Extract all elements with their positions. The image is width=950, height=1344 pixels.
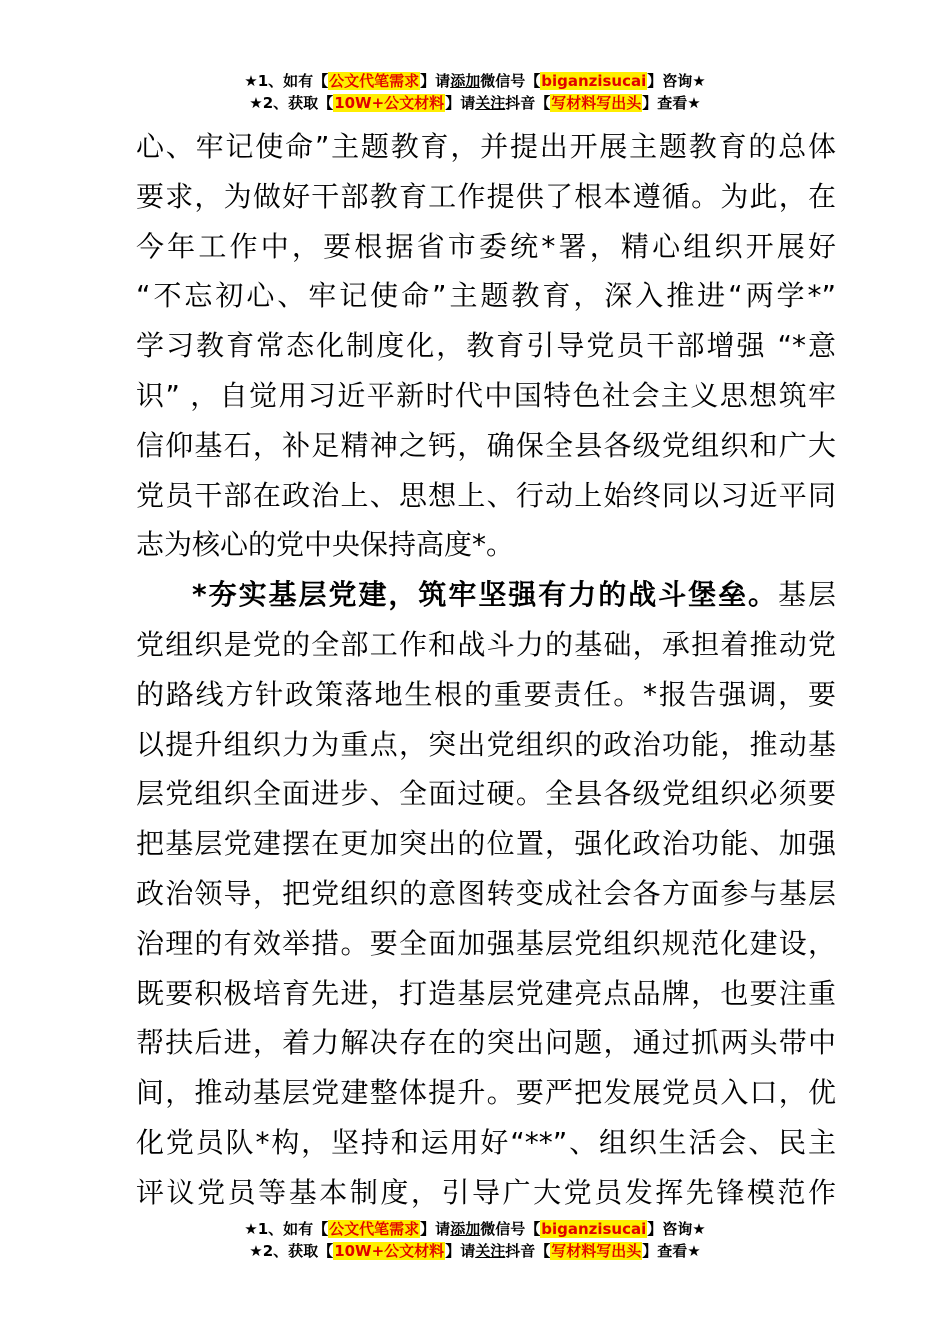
text-line: “不忘初心、牢记使命”主题教育，深入推进“两学*” — [136, 279, 836, 313]
text-line: 间，推动基层党建整体提升。要严把发展党员入口，优 — [136, 1076, 836, 1110]
text-line: 治理的有效举措。要全面加强基层党组织规范化建设， — [136, 926, 836, 960]
section-heading: *夯实基层党建，筑牢坚强有力的战斗堡垒。 — [192, 578, 779, 612]
banner-text: 】咨询★ — [647, 1220, 706, 1238]
footer-banner — [0, 1218, 950, 1262]
banner-text: 抖音【 — [505, 94, 551, 112]
header-banner — [0, 70, 950, 114]
banner-text: 微信号【 — [480, 72, 541, 90]
text-fragment: 基层 — [778, 578, 836, 612]
banner-text: 】查看★ — [642, 94, 701, 112]
banner-highlight: 10W+公文材料 — [334, 1242, 445, 1260]
banner-text: 】咨询★ — [647, 72, 706, 90]
paragraph-1 — [136, 122, 836, 570]
text-line: 识” ，自觉用习近平新时代中国特色社会主义思想筑牢 — [136, 378, 836, 412]
text-line: 化党员队*构，坚持和运用好“**”、组织生活会、民主 — [136, 1125, 836, 1159]
banner-highlight: 公文代笔需求 — [329, 72, 420, 90]
banner-text: ★1、如有【 — [244, 1220, 329, 1238]
banner-text: 】请 — [445, 94, 476, 112]
text-line: 学习教育常态化制度化，教育引导党员干部增强 “*意 — [136, 329, 836, 363]
text-line: 志为核心的党中央保持高度*。 — [136, 528, 515, 562]
text-line: 政治领导，把党组织的意图转变成社会各方面参与基层 — [136, 876, 836, 910]
text-line: 帮扶后进，着力解决存在的突出问题，通过抓两头带中 — [136, 1026, 836, 1060]
text-line: 的路线方针政策落地生根的重要责任。*报告强调，要 — [136, 677, 836, 711]
banner-text: 抖音【 — [505, 1242, 551, 1260]
banner-highlight: 10W+公文材料 — [334, 94, 445, 112]
text-line: 把基层党建摆在更加突出的位置，强化政治功能、加强 — [136, 827, 836, 861]
banner-line-2 — [0, 92, 950, 114]
banner-text: ★2、获取【 — [249, 94, 334, 112]
text-line: 党员干部在政治上、思想上、行动上始终同以习近平同 — [136, 478, 836, 512]
text-line: 心、牢记使命”主题教育，并提出开展主题教育的总体 — [136, 130, 836, 163]
banner-highlight: biganzisucai — [541, 72, 647, 90]
text-line: 评议党员等基本制度，引导广大党员发挥先锋模范作 — [136, 1175, 836, 1209]
banner-highlight: 公文代笔需求 — [329, 1220, 420, 1238]
text-line: 要求，为做好干部教育工作提供了根本遵循。为此，在 — [136, 179, 836, 213]
banner-text: 】查看★ — [642, 1242, 701, 1260]
banner-text: 】请 — [420, 72, 451, 90]
banner-highlight: 写材料写出头 — [551, 1242, 642, 1260]
banner-line-2 — [0, 1240, 950, 1262]
document-body — [136, 122, 836, 1218]
banner-text: 微信号【 — [480, 1220, 541, 1238]
banner-text: 】请 — [420, 1220, 451, 1238]
paragraph-first-line — [136, 570, 836, 620]
text-line: 党组织是党的全部工作和战斗力的基础，承担着推动党 — [136, 627, 836, 661]
text-line: 今年工作中，要根据省市委统*署，精心组织开展好 — [136, 229, 836, 263]
banner-underline: 添加 — [450, 1220, 481, 1238]
banner-text: ★1、如有【 — [244, 72, 329, 90]
banner-line-1 — [0, 70, 950, 92]
banner-text: ★2、获取【 — [249, 1242, 334, 1260]
paragraph-2 — [136, 570, 836, 1217]
banner-line-1 — [0, 1218, 950, 1240]
banner-underline: 关注 — [475, 94, 506, 112]
text-line: 信仰基石，补足精神之钙，确保全县各级党组织和广大 — [136, 428, 836, 462]
text-line: 层党组织全面进步、全面过硬。全县各级党组织必须要 — [136, 777, 836, 811]
banner-underline: 关注 — [475, 1242, 506, 1260]
text-line: 既要积极培育先进，打造基层党建亮点品牌，也要注重 — [136, 976, 836, 1010]
banner-underline: 添加 — [450, 72, 481, 90]
text-line: 以提升组织力为重点，突出党组织的政治功能，推动基 — [136, 727, 836, 761]
banner-highlight: biganzisucai — [541, 1220, 647, 1238]
banner-text: 】请 — [445, 1242, 476, 1260]
banner-highlight: 写材料写出头 — [551, 94, 642, 112]
